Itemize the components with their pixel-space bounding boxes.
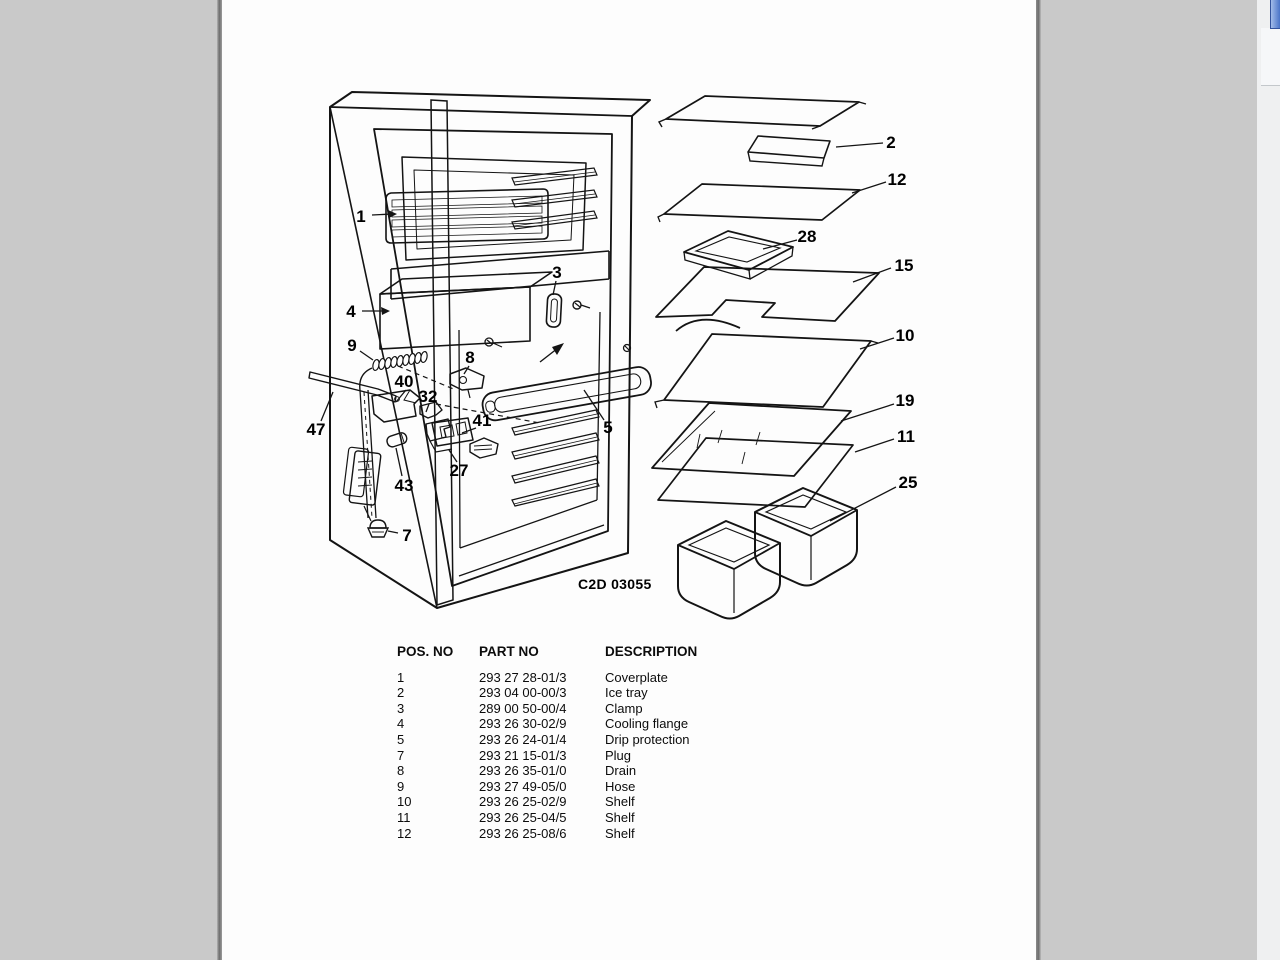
- table-row: 3 289 00 50-00/4 Clamp: [397, 700, 643, 716]
- callout-32: 32: [418, 387, 438, 406]
- mounting-bracket-part: [426, 418, 473, 452]
- drain-part: [450, 368, 484, 398]
- vertical-scrollbar-track[interactable]: [1257, 0, 1280, 960]
- callout-1: 1: [356, 207, 366, 226]
- callout-9: 9: [347, 336, 357, 355]
- ice-tray: [748, 136, 830, 166]
- table-row: 11 293 26 25-04/5 Shelf: [397, 809, 635, 825]
- col-header-part: PART NO: [479, 644, 539, 659]
- wire-shelf-15: [656, 267, 879, 331]
- callout-40: 40: [394, 372, 414, 391]
- callout-19: 19: [895, 391, 915, 410]
- table-row: 12 293 26 25-08/6 Shelf: [397, 825, 635, 841]
- drip-protection-part: [481, 365, 653, 422]
- capillary-sleeve-part: [386, 432, 408, 449]
- drawing-code: C2D 03055: [578, 576, 652, 592]
- coverplate-part: [386, 189, 548, 243]
- table-row: 5 293 26 24-01/4 Drip protection: [397, 731, 690, 747]
- connector-part: [470, 438, 498, 458]
- callout-4: 4: [346, 302, 356, 321]
- arrowhead-4: [381, 307, 390, 315]
- parts-table: [397, 644, 697, 841]
- wire-shelf-10: [655, 334, 878, 408]
- callout-12: 12: [887, 170, 907, 189]
- callout-7: 7: [402, 526, 412, 545]
- table-row: 4 293 26 30-02/9 Cooling flange: [397, 716, 689, 732]
- fridge-rails: [512, 410, 599, 506]
- callout-27: 27: [449, 461, 469, 480]
- callout-11: 11: [897, 427, 915, 446]
- callout-43: 43: [394, 476, 414, 495]
- callout-47: 47: [306, 420, 326, 439]
- table-row: 9 293 27 49-05/0 Hose: [397, 778, 636, 794]
- wire-shelf-12: [658, 184, 860, 222]
- callout-5: 5: [603, 418, 613, 437]
- table-row: 8 293 26 35-01/0 Drain: [397, 763, 637, 779]
- table-row: 7 293 21 15-01/3 Plug: [397, 747, 632, 763]
- table-row: 2 293 04 00-00/3 Ice tray: [397, 685, 648, 701]
- callout-2: 2: [886, 133, 896, 152]
- table-row: 10 293 26 25-02/9 Shelf: [397, 794, 635, 810]
- callout-28: 28: [797, 227, 817, 246]
- top-wire-shelf: [659, 96, 866, 129]
- scrollbar-upper-segment[interactable]: [1261, 28, 1280, 86]
- callout-41: 41: [472, 411, 492, 430]
- col-header-desc: DESCRIPTION: [605, 644, 698, 659]
- parts-table-header: [397, 644, 697, 660]
- cabinet-body: [330, 92, 650, 608]
- col-header-pos: POS. NO: [397, 644, 454, 659]
- callout-25: 25: [898, 473, 918, 492]
- table-row: 1 293 27 28-01/3 Coverplate: [397, 669, 668, 685]
- storage-bins: [678, 488, 857, 619]
- scrollbar-thumb[interactable]: [1270, 0, 1280, 29]
- callout-15: 15: [894, 256, 914, 275]
- callout-8: 8: [465, 348, 475, 367]
- freezer-rails: [512, 168, 597, 229]
- sensor-probe-part: [309, 372, 399, 402]
- callout-3: 3: [552, 263, 562, 282]
- callout-10: 10: [895, 326, 915, 345]
- clamp-part: [546, 294, 590, 328]
